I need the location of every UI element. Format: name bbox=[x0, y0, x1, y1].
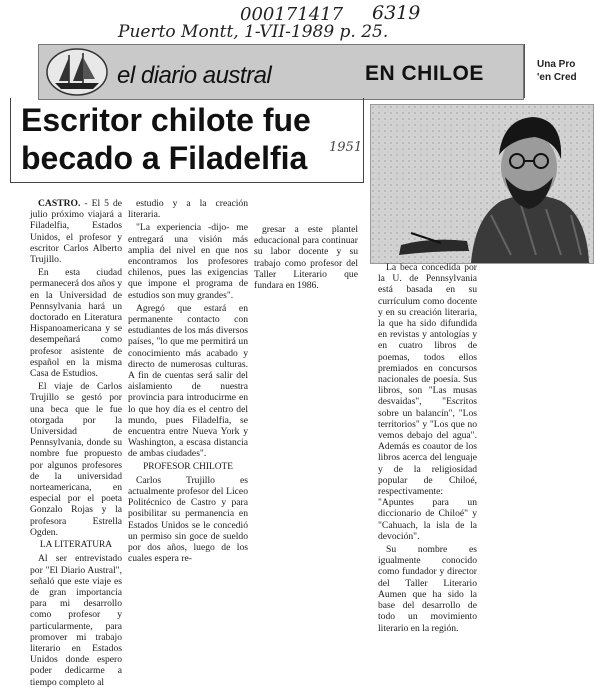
dateline: CASTRO. bbox=[38, 198, 81, 209]
article-paragraph: Carlos Trujillo es actualmente profesor del Liceo Politécnico de Castro y para posibilitar su permanencia en Estados Unidos se le concedió un permiso sin goce de sueldo por dos años, luego de los cuales espera re- bbox=[128, 474, 248, 565]
promo-line-2: 'en Cred bbox=[537, 72, 577, 83]
article-paragraph: estudio y a la creación literaria. bbox=[128, 198, 248, 221]
subheading: PROFESOR CHILOTE bbox=[143, 461, 233, 472]
article-paragraph: gresar a este plantel educacional para continuar su labor docente y su trabajo como profesor del Taller Literario que fundara en 1986. bbox=[254, 224, 358, 292]
article-column-3 bbox=[254, 224, 358, 293]
article-paragraph bbox=[30, 198, 122, 265]
article-column-1 bbox=[30, 198, 122, 690]
article-paragraph: Su nombre es igualmente conocido como fundador y director del Taller Literario Aumen que ha sido la base del desarrollo de todo un movimiento literario en la región. bbox=[378, 544, 477, 634]
catalog-number-note: 000171417 bbox=[240, 4, 344, 25]
headline-line-1: Escritor chilote fue bbox=[21, 102, 311, 138]
paragraph-text: - El 5 de julio próximo viajará a Filadelfia, Estados Unidos, el profesor y escritor Carlos Alberto Trujillo. bbox=[30, 198, 122, 266]
article-paragraph: "La experiencia -dijo- me entregará una visión más amplia del nivel en que nos encontramos los profesores chilenos, pues las exigencias que impone el programa de estudios son muy grandes". bbox=[128, 222, 248, 301]
article-paragraph: En esta ciudad permanecerá dos años y en la Universidad de Pennsylvania hará un doctorado en Literatura Hispanoamericana y se desempeñará como profesor asistente de español en la misma Casa de Estudios. bbox=[30, 267, 122, 380]
date-note: Puerto Montt, 1-VII-1989 p. 25. bbox=[118, 22, 389, 42]
adjacent-promo bbox=[524, 44, 600, 98]
author-portrait-icon bbox=[371, 105, 593, 263]
subheading: LA LITERATURA bbox=[39, 540, 113, 551]
article-paragraph: Agregó que estará en permanente contacto con estudiantes de los más diversos países, "lo que me permitirá un conocimiento más acabado y directo de numerosas culturas. A fin de cuentas será salir del aislamiento de nuestra provincia para introducirme en lo que hoy día es el centro del mundo, pues Filadelfia, se encuentra entre Nueva York y Washington, a escasa distancia de ambas ciudades". bbox=[128, 302, 248, 460]
author-photo bbox=[370, 104, 594, 264]
section-name: EN CHILOE bbox=[365, 62, 484, 85]
article-paragraph: El viaje de Carlos Trujillo se gestó por una beca que le fue otorgada por la Universidad de Pennsylvania, donde su nombre fue propuesto por algunos profesores de la universidad norteamericana, en especial por el poeta Gonzalo Rojas y la profesora Estrella Ogden. bbox=[30, 381, 122, 538]
promo-line-1: Una Pro bbox=[537, 59, 576, 70]
article-paragraph: Al ser entrevistado por "El Diario Austral", señaló que este viaje es de gran importancia para mi desarrollo como profesor y particularmente, para promover mi trabajo literario en Estados Unidos donde espero poder dedicarme a tiempo completo al bbox=[30, 553, 122, 688]
article-column-4 bbox=[378, 262, 477, 636]
masthead-banner bbox=[38, 44, 524, 100]
sailboat-logo-icon bbox=[45, 47, 109, 97]
article-column-2 bbox=[128, 198, 248, 567]
year-note: 1951 bbox=[329, 140, 363, 155]
newspaper-name: el diario austral bbox=[117, 62, 272, 89]
headline-line-2: becado a Filadelfia bbox=[21, 140, 308, 176]
headline-box bbox=[10, 98, 364, 183]
article-paragraph: La beca concedida por la U. de Pennsylvania está basada en su currículum como docente y en su creación literaria, la que ha sido difundida en revistas y antologías y en cuatro libros de poemas, todos ellos premiados en concursos nacionales de poesía. Sus libros, son "Las musas desvaidas", "Escritos sobre un balancín", "Los territorios" y "Los que no vemos debajo del agua". Además es coautor de los libros acerca del lenguaje y de la religiosidad popular de Chiloé, respectivamente: "Apuntes para un diccionario de Chiloé" y "Cahuach, la isla de la devoción". bbox=[378, 262, 477, 542]
folder-number-note: 6319 bbox=[372, 2, 421, 24]
